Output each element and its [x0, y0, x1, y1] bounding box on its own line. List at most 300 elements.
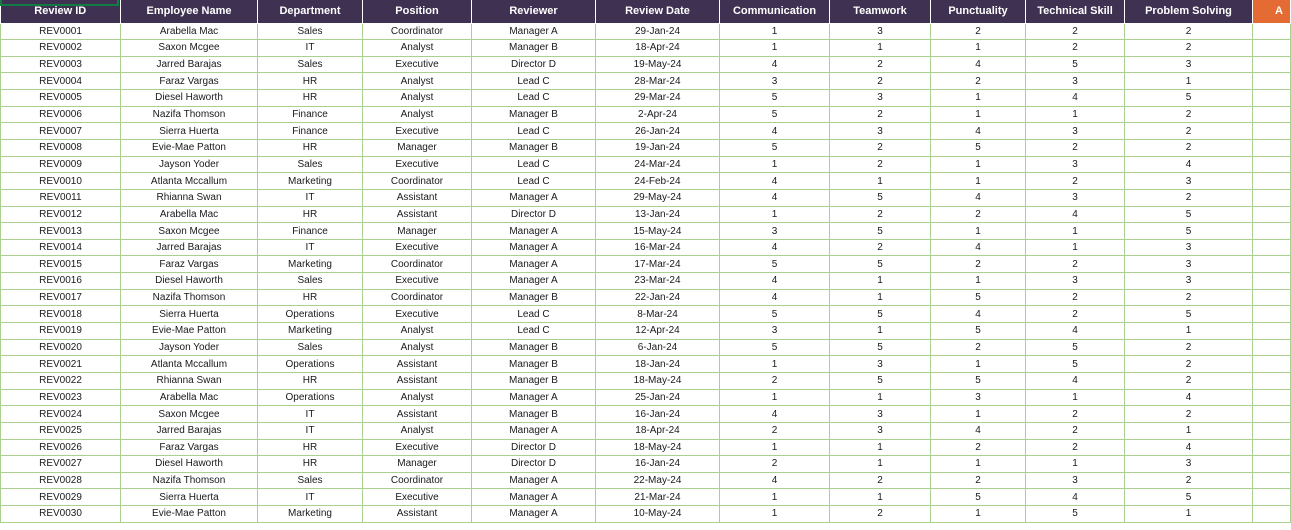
cell-reviewer[interactable]: Director D — [472, 56, 596, 73]
cell-punctuality[interactable]: 2 — [931, 472, 1026, 489]
cell-position[interactable]: Assistant — [363, 506, 472, 523]
cell-empty[interactable] — [1253, 306, 1291, 323]
cell-review-date[interactable]: 26-Jan-24 — [596, 123, 720, 140]
cell-problem-solving[interactable]: 4 — [1125, 389, 1253, 406]
cell-position[interactable]: Executive — [363, 56, 472, 73]
cell-reviewer[interactable]: Manager A — [472, 239, 596, 256]
cell-problem-solving[interactable]: 3 — [1125, 239, 1253, 256]
cell-reviewer[interactable]: Manager A — [472, 223, 596, 240]
col-header-reviewer[interactable]: Reviewer — [472, 0, 596, 23]
cell-employee-name[interactable]: Evie-Mae Patton — [121, 323, 258, 340]
cell-punctuality[interactable]: 1 — [931, 506, 1026, 523]
cell-technical-skill[interactable]: 1 — [1026, 239, 1125, 256]
cell-department[interactable]: Marketing — [258, 323, 363, 340]
cell-problem-solving[interactable]: 1 — [1125, 323, 1253, 340]
cell-employee-name[interactable]: Nazifa Thomson — [121, 289, 258, 306]
cell-technical-skill[interactable]: 5 — [1026, 356, 1125, 373]
cell-punctuality[interactable]: 5 — [931, 489, 1026, 506]
col-header-truncated[interactable]: A — [1253, 0, 1291, 23]
cell-review-date[interactable]: 28-Mar-24 — [596, 73, 720, 90]
cell-communication[interactable]: 3 — [720, 323, 830, 340]
cell-review-id[interactable]: REV0011 — [1, 189, 121, 206]
cell-position[interactable]: Coordinator — [363, 256, 472, 273]
cell-teamwork[interactable]: 3 — [830, 406, 931, 423]
cell-problem-solving[interactable]: 2 — [1125, 356, 1253, 373]
cell-position[interactable]: Manager — [363, 456, 472, 473]
cell-teamwork[interactable]: 5 — [830, 306, 931, 323]
cell-technical-skill[interactable]: 4 — [1026, 489, 1125, 506]
cell-employee-name[interactable]: Diesel Haworth — [121, 90, 258, 107]
cell-review-id[interactable]: REV0029 — [1, 489, 121, 506]
col-header-communication[interactable]: Communication — [720, 0, 830, 23]
cell-problem-solving[interactable]: 2 — [1125, 189, 1253, 206]
cell-communication[interactable]: 2 — [720, 422, 830, 439]
cell-teamwork[interactable]: 5 — [830, 223, 931, 240]
col-header-technical-skill[interactable]: Technical Skill — [1026, 0, 1125, 23]
cell-department[interactable]: Finance — [258, 123, 363, 140]
cell-technical-skill[interactable]: 4 — [1026, 323, 1125, 340]
cell-review-id[interactable]: REV0027 — [1, 456, 121, 473]
cell-employee-name[interactable]: Jarred Barajas — [121, 422, 258, 439]
cell-employee-name[interactable]: Sierra Huerta — [121, 306, 258, 323]
cell-communication[interactable]: 4 — [720, 189, 830, 206]
cell-punctuality[interactable]: 4 — [931, 56, 1026, 73]
cell-technical-skill[interactable]: 5 — [1026, 56, 1125, 73]
cell-communication[interactable]: 4 — [720, 289, 830, 306]
cell-empty[interactable] — [1253, 389, 1291, 406]
cell-reviewer[interactable]: Manager A — [472, 472, 596, 489]
cell-communication[interactable]: 1 — [720, 156, 830, 173]
cell-communication[interactable]: 1 — [720, 23, 830, 40]
cell-teamwork[interactable]: 1 — [830, 389, 931, 406]
cell-empty[interactable] — [1253, 489, 1291, 506]
cell-review-date[interactable]: 29-Jan-24 — [596, 23, 720, 40]
cell-empty[interactable] — [1253, 73, 1291, 90]
cell-communication[interactable]: 3 — [720, 223, 830, 240]
cell-communication[interactable]: 2 — [720, 372, 830, 389]
cell-punctuality[interactable]: 2 — [931, 206, 1026, 223]
cell-teamwork[interactable]: 1 — [830, 173, 931, 190]
cell-department[interactable]: HR — [258, 372, 363, 389]
cell-position[interactable]: Analyst — [363, 339, 472, 356]
cell-teamwork[interactable]: 1 — [830, 323, 931, 340]
cell-position[interactable]: Executive — [363, 439, 472, 456]
cell-department[interactable]: Sales — [258, 472, 363, 489]
cell-empty[interactable] — [1253, 339, 1291, 356]
cell-technical-skill[interactable]: 1 — [1026, 106, 1125, 123]
cell-communication[interactable]: 4 — [720, 406, 830, 423]
cell-empty[interactable] — [1253, 139, 1291, 156]
cell-review-date[interactable]: 21-Mar-24 — [596, 489, 720, 506]
cell-department[interactable]: Sales — [258, 23, 363, 40]
cell-reviewer[interactable]: Manager A — [472, 489, 596, 506]
cell-employee-name[interactable]: Faraz Vargas — [121, 256, 258, 273]
cell-problem-solving[interactable]: 1 — [1125, 506, 1253, 523]
cell-reviewer[interactable]: Lead C — [472, 123, 596, 140]
cell-empty[interactable] — [1253, 189, 1291, 206]
cell-department[interactable]: HR — [258, 439, 363, 456]
cell-reviewer[interactable]: Manager B — [472, 289, 596, 306]
cell-empty[interactable] — [1253, 23, 1291, 40]
cell-position[interactable]: Coordinator — [363, 472, 472, 489]
cell-reviewer[interactable]: Lead C — [472, 90, 596, 107]
cell-reviewer[interactable]: Manager A — [472, 273, 596, 290]
cell-communication[interactable]: 5 — [720, 256, 830, 273]
col-header-review-date[interactable]: Review Date — [596, 0, 720, 23]
cell-department[interactable]: Marketing — [258, 173, 363, 190]
cell-punctuality[interactable]: 2 — [931, 73, 1026, 90]
cell-punctuality[interactable]: 5 — [931, 139, 1026, 156]
cell-punctuality[interactable]: 5 — [931, 323, 1026, 340]
cell-employee-name[interactable]: Saxon Mcgee — [121, 406, 258, 423]
cell-reviewer[interactable]: Manager A — [472, 189, 596, 206]
cell-review-id[interactable]: REV0026 — [1, 439, 121, 456]
col-header-department[interactable]: Department — [258, 0, 363, 23]
col-header-problem-solving[interactable]: Problem Solving — [1125, 0, 1253, 23]
cell-position[interactable]: Assistant — [363, 356, 472, 373]
cell-review-date[interactable]: 24-Feb-24 — [596, 173, 720, 190]
cell-problem-solving[interactable]: 2 — [1125, 139, 1253, 156]
cell-punctuality[interactable]: 1 — [931, 406, 1026, 423]
cell-review-id[interactable]: REV0013 — [1, 223, 121, 240]
cell-technical-skill[interactable]: 2 — [1026, 289, 1125, 306]
cell-empty[interactable] — [1253, 356, 1291, 373]
cell-teamwork[interactable]: 2 — [830, 206, 931, 223]
cell-empty[interactable] — [1253, 239, 1291, 256]
cell-problem-solving[interactable]: 5 — [1125, 306, 1253, 323]
cell-problem-solving[interactable]: 5 — [1125, 206, 1253, 223]
cell-position[interactable]: Executive — [363, 123, 472, 140]
cell-department[interactable]: Marketing — [258, 506, 363, 523]
cell-review-id[interactable]: REV0018 — [1, 306, 121, 323]
col-header-punctuality[interactable]: Punctuality — [931, 0, 1026, 23]
cell-teamwork[interactable]: 5 — [830, 256, 931, 273]
cell-problem-solving[interactable]: 5 — [1125, 489, 1253, 506]
cell-teamwork[interactable]: 3 — [830, 123, 931, 140]
cell-empty[interactable] — [1253, 506, 1291, 523]
cell-review-id[interactable]: REV0017 — [1, 289, 121, 306]
cell-position[interactable]: Executive — [363, 273, 472, 290]
cell-teamwork[interactable]: 1 — [830, 40, 931, 57]
cell-technical-skill[interactable]: 2 — [1026, 173, 1125, 190]
cell-reviewer[interactable]: Manager B — [472, 40, 596, 57]
cell-employee-name[interactable]: Sierra Huerta — [121, 123, 258, 140]
cell-department[interactable]: Sales — [258, 339, 363, 356]
cell-technical-skill[interactable]: 2 — [1026, 139, 1125, 156]
cell-review-id[interactable]: REV0005 — [1, 90, 121, 107]
col-header-employee-name[interactable]: Employee Name — [121, 0, 258, 23]
cell-review-id[interactable]: REV0004 — [1, 73, 121, 90]
cell-review-date[interactable]: 2-Apr-24 — [596, 106, 720, 123]
cell-empty[interactable] — [1253, 223, 1291, 240]
cell-department[interactable]: IT — [258, 422, 363, 439]
cell-teamwork[interactable]: 1 — [830, 273, 931, 290]
cell-review-id[interactable]: REV0008 — [1, 139, 121, 156]
cell-punctuality[interactable]: 2 — [931, 339, 1026, 356]
cell-review-date[interactable]: 22-May-24 — [596, 472, 720, 489]
cell-employee-name[interactable]: Sierra Huerta — [121, 489, 258, 506]
cell-empty[interactable] — [1253, 289, 1291, 306]
cell-department[interactable]: Finance — [258, 223, 363, 240]
cell-employee-name[interactable]: Diesel Haworth — [121, 456, 258, 473]
cell-punctuality[interactable]: 5 — [931, 289, 1026, 306]
cell-position[interactable]: Manager — [363, 139, 472, 156]
cell-review-id[interactable]: REV0019 — [1, 323, 121, 340]
cell-problem-solving[interactable]: 2 — [1125, 123, 1253, 140]
cell-teamwork[interactable]: 2 — [830, 139, 931, 156]
cell-punctuality[interactable]: 4 — [931, 189, 1026, 206]
cell-problem-solving[interactable]: 2 — [1125, 472, 1253, 489]
cell-communication[interactable]: 4 — [720, 173, 830, 190]
cell-technical-skill[interactable]: 3 — [1026, 73, 1125, 90]
cell-position[interactable]: Coordinator — [363, 173, 472, 190]
cell-position[interactable]: Analyst — [363, 422, 472, 439]
cell-communication[interactable]: 1 — [720, 506, 830, 523]
cell-empty[interactable] — [1253, 90, 1291, 107]
cell-teamwork[interactable]: 2 — [830, 156, 931, 173]
cell-punctuality[interactable]: 1 — [931, 223, 1026, 240]
cell-review-id[interactable]: REV0030 — [1, 506, 121, 523]
cell-review-id[interactable]: REV0014 — [1, 239, 121, 256]
cell-communication[interactable]: 1 — [720, 439, 830, 456]
cell-review-id[interactable]: REV0001 — [1, 23, 121, 40]
cell-position[interactable]: Analyst — [363, 73, 472, 90]
cell-empty[interactable] — [1253, 456, 1291, 473]
cell-position[interactable]: Analyst — [363, 40, 472, 57]
cell-punctuality[interactable]: 1 — [931, 456, 1026, 473]
cell-review-id[interactable]: REV0020 — [1, 339, 121, 356]
cell-punctuality[interactable]: 1 — [931, 40, 1026, 57]
cell-review-date[interactable]: 19-Jan-24 — [596, 139, 720, 156]
cell-reviewer[interactable]: Lead C — [472, 73, 596, 90]
cell-communication[interactable]: 5 — [720, 139, 830, 156]
cell-reviewer[interactable]: Lead C — [472, 173, 596, 190]
cell-employee-name[interactable]: Arabella Mac — [121, 389, 258, 406]
cell-communication[interactable]: 1 — [720, 356, 830, 373]
cell-department[interactable]: Sales — [258, 56, 363, 73]
cell-reviewer[interactable]: Manager B — [472, 356, 596, 373]
cell-problem-solving[interactable]: 3 — [1125, 456, 1253, 473]
cell-technical-skill[interactable]: 2 — [1026, 422, 1125, 439]
cell-position[interactable]: Coordinator — [363, 289, 472, 306]
cell-department[interactable]: Marketing — [258, 256, 363, 273]
cell-review-date[interactable]: 18-May-24 — [596, 372, 720, 389]
cell-reviewer[interactable]: Manager A — [472, 506, 596, 523]
cell-punctuality[interactable]: 1 — [931, 273, 1026, 290]
cell-empty[interactable] — [1253, 323, 1291, 340]
cell-department[interactable]: HR — [258, 90, 363, 107]
cell-review-id[interactable]: REV0003 — [1, 56, 121, 73]
cell-review-date[interactable]: 18-Apr-24 — [596, 40, 720, 57]
cell-employee-name[interactable]: Evie-Mae Patton — [121, 139, 258, 156]
cell-communication[interactable]: 4 — [720, 273, 830, 290]
cell-teamwork[interactable]: 1 — [830, 439, 931, 456]
cell-technical-skill[interactable]: 5 — [1026, 506, 1125, 523]
cell-punctuality[interactable]: 4 — [931, 123, 1026, 140]
cell-communication[interactable]: 5 — [720, 90, 830, 107]
cell-communication[interactable]: 1 — [720, 40, 830, 57]
cell-empty[interactable] — [1253, 156, 1291, 173]
cell-technical-skill[interactable]: 2 — [1026, 306, 1125, 323]
cell-reviewer[interactable]: Lead C — [472, 323, 596, 340]
cell-department[interactable]: IT — [258, 40, 363, 57]
cell-punctuality[interactable]: 4 — [931, 422, 1026, 439]
cell-problem-solving[interactable]: 5 — [1125, 90, 1253, 107]
cell-problem-solving[interactable]: 5 — [1125, 223, 1253, 240]
cell-department[interactable]: HR — [258, 73, 363, 90]
cell-employee-name[interactable]: Rhianna Swan — [121, 189, 258, 206]
cell-punctuality[interactable]: 1 — [931, 156, 1026, 173]
cell-communication[interactable]: 1 — [720, 389, 830, 406]
cell-problem-solving[interactable]: 2 — [1125, 372, 1253, 389]
cell-department[interactable]: Sales — [258, 156, 363, 173]
cell-reviewer[interactable]: Director D — [472, 206, 596, 223]
cell-review-date[interactable]: 29-Mar-24 — [596, 90, 720, 107]
cell-employee-name[interactable]: Saxon Mcgee — [121, 223, 258, 240]
cell-problem-solving[interactable]: 4 — [1125, 439, 1253, 456]
cell-department[interactable]: HR — [258, 206, 363, 223]
cell-technical-skill[interactable]: 1 — [1026, 223, 1125, 240]
cell-technical-skill[interactable]: 2 — [1026, 256, 1125, 273]
cell-teamwork[interactable]: 2 — [830, 56, 931, 73]
cell-position[interactable]: Analyst — [363, 323, 472, 340]
cell-review-date[interactable]: 6-Jan-24 — [596, 339, 720, 356]
cell-empty[interactable] — [1253, 56, 1291, 73]
cell-review-date[interactable]: 19-May-24 — [596, 56, 720, 73]
cell-position[interactable]: Executive — [363, 156, 472, 173]
cell-review-id[interactable]: REV0024 — [1, 406, 121, 423]
cell-reviewer[interactable]: Manager B — [472, 406, 596, 423]
cell-review-date[interactable]: 18-Jan-24 — [596, 356, 720, 373]
cell-punctuality[interactable]: 1 — [931, 356, 1026, 373]
col-header-review-id[interactable]: Review ID — [1, 0, 121, 23]
cell-communication[interactable]: 4 — [720, 239, 830, 256]
cell-employee-name[interactable]: Jayson Yoder — [121, 156, 258, 173]
cell-review-id[interactable]: REV0016 — [1, 273, 121, 290]
cell-punctuality[interactable]: 4 — [931, 306, 1026, 323]
cell-technical-skill[interactable]: 4 — [1026, 372, 1125, 389]
cell-review-id[interactable]: REV0009 — [1, 156, 121, 173]
cell-reviewer[interactable]: Manager A — [472, 256, 596, 273]
cell-empty[interactable] — [1253, 206, 1291, 223]
cell-empty[interactable] — [1253, 273, 1291, 290]
cell-review-id[interactable]: REV0010 — [1, 173, 121, 190]
cell-problem-solving[interactable]: 3 — [1125, 56, 1253, 73]
cell-review-date[interactable]: 29-May-24 — [596, 189, 720, 206]
cell-teamwork[interactable]: 1 — [830, 489, 931, 506]
cell-communication[interactable]: 1 — [720, 489, 830, 506]
cell-review-id[interactable]: REV0023 — [1, 389, 121, 406]
cell-technical-skill[interactable]: 2 — [1026, 40, 1125, 57]
cell-reviewer[interactable]: Lead C — [472, 156, 596, 173]
cell-department[interactable]: IT — [258, 239, 363, 256]
cell-problem-solving[interactable]: 2 — [1125, 339, 1253, 356]
cell-problem-solving[interactable]: 1 — [1125, 73, 1253, 90]
cell-review-date[interactable]: 18-May-24 — [596, 439, 720, 456]
cell-technical-skill[interactable]: 1 — [1026, 389, 1125, 406]
cell-department[interactable]: Operations — [258, 306, 363, 323]
cell-empty[interactable] — [1253, 173, 1291, 190]
cell-communication[interactable]: 4 — [720, 123, 830, 140]
cell-reviewer[interactable]: Manager B — [472, 339, 596, 356]
cell-position[interactable]: Analyst — [363, 90, 472, 107]
cell-empty[interactable] — [1253, 406, 1291, 423]
cell-position[interactable]: Assistant — [363, 372, 472, 389]
cell-review-date[interactable]: 17-Mar-24 — [596, 256, 720, 273]
cell-punctuality[interactable]: 2 — [931, 439, 1026, 456]
cell-communication[interactable]: 4 — [720, 56, 830, 73]
cell-employee-name[interactable]: Jarred Barajas — [121, 239, 258, 256]
cell-employee-name[interactable]: Nazifa Thomson — [121, 106, 258, 123]
cell-department[interactable]: IT — [258, 189, 363, 206]
cell-problem-solving[interactable]: 1 — [1125, 422, 1253, 439]
cell-technical-skill[interactable]: 1 — [1026, 456, 1125, 473]
cell-punctuality[interactable]: 2 — [931, 23, 1026, 40]
cell-problem-solving[interactable]: 3 — [1125, 173, 1253, 190]
cell-department[interactable]: HR — [258, 289, 363, 306]
cell-reviewer[interactable]: Director D — [472, 439, 596, 456]
cell-communication[interactable]: 2 — [720, 456, 830, 473]
cell-department[interactable]: HR — [258, 456, 363, 473]
cell-punctuality[interactable]: 4 — [931, 239, 1026, 256]
cell-position[interactable]: Executive — [363, 239, 472, 256]
cell-employee-name[interactable]: Faraz Vargas — [121, 73, 258, 90]
cell-problem-solving[interactable]: 2 — [1125, 289, 1253, 306]
cell-review-date[interactable]: 22-Jan-24 — [596, 289, 720, 306]
cell-problem-solving[interactable]: 2 — [1125, 40, 1253, 57]
cell-technical-skill[interactable]: 2 — [1026, 23, 1125, 40]
cell-punctuality[interactable]: 1 — [931, 90, 1026, 107]
cell-technical-skill[interactable]: 4 — [1026, 206, 1125, 223]
cell-employee-name[interactable]: Atlanta Mccallum — [121, 173, 258, 190]
cell-reviewer[interactable]: Manager A — [472, 422, 596, 439]
cell-review-date[interactable]: 25-Jan-24 — [596, 389, 720, 406]
cell-problem-solving[interactable]: 2 — [1125, 23, 1253, 40]
cell-position[interactable]: Coordinator — [363, 23, 472, 40]
col-header-position[interactable]: Position — [363, 0, 472, 23]
cell-employee-name[interactable]: Saxon Mcgee — [121, 40, 258, 57]
cell-punctuality[interactable]: 1 — [931, 106, 1026, 123]
cell-teamwork[interactable]: 2 — [830, 106, 931, 123]
cell-review-id[interactable]: REV0025 — [1, 422, 121, 439]
cell-teamwork[interactable]: 3 — [830, 90, 931, 107]
cell-review-date[interactable]: 10-May-24 — [596, 506, 720, 523]
cell-review-date[interactable]: 24-Mar-24 — [596, 156, 720, 173]
cell-punctuality[interactable]: 2 — [931, 256, 1026, 273]
cell-empty[interactable] — [1253, 439, 1291, 456]
cell-empty[interactable] — [1253, 123, 1291, 140]
cell-technical-skill[interactable]: 3 — [1026, 273, 1125, 290]
cell-review-date[interactable]: 16-Mar-24 — [596, 239, 720, 256]
cell-technical-skill[interactable]: 2 — [1026, 406, 1125, 423]
cell-reviewer[interactable]: Director D — [472, 456, 596, 473]
cell-reviewer[interactable]: Manager B — [472, 372, 596, 389]
cell-technical-skill[interactable]: 4 — [1026, 90, 1125, 107]
cell-problem-solving[interactable]: 3 — [1125, 256, 1253, 273]
cell-position[interactable]: Manager — [363, 223, 472, 240]
cell-employee-name[interactable]: Atlanta Mccallum — [121, 356, 258, 373]
cell-punctuality[interactable]: 3 — [931, 389, 1026, 406]
cell-position[interactable]: Assistant — [363, 406, 472, 423]
cell-empty[interactable] — [1253, 422, 1291, 439]
cell-department[interactable]: Operations — [258, 356, 363, 373]
cell-problem-solving[interactable]: 4 — [1125, 156, 1253, 173]
cell-empty[interactable] — [1253, 40, 1291, 57]
cell-employee-name[interactable]: Arabella Mac — [121, 23, 258, 40]
cell-teamwork[interactable]: 1 — [830, 456, 931, 473]
cell-review-id[interactable]: REV0006 — [1, 106, 121, 123]
cell-reviewer[interactable]: Manager B — [472, 106, 596, 123]
